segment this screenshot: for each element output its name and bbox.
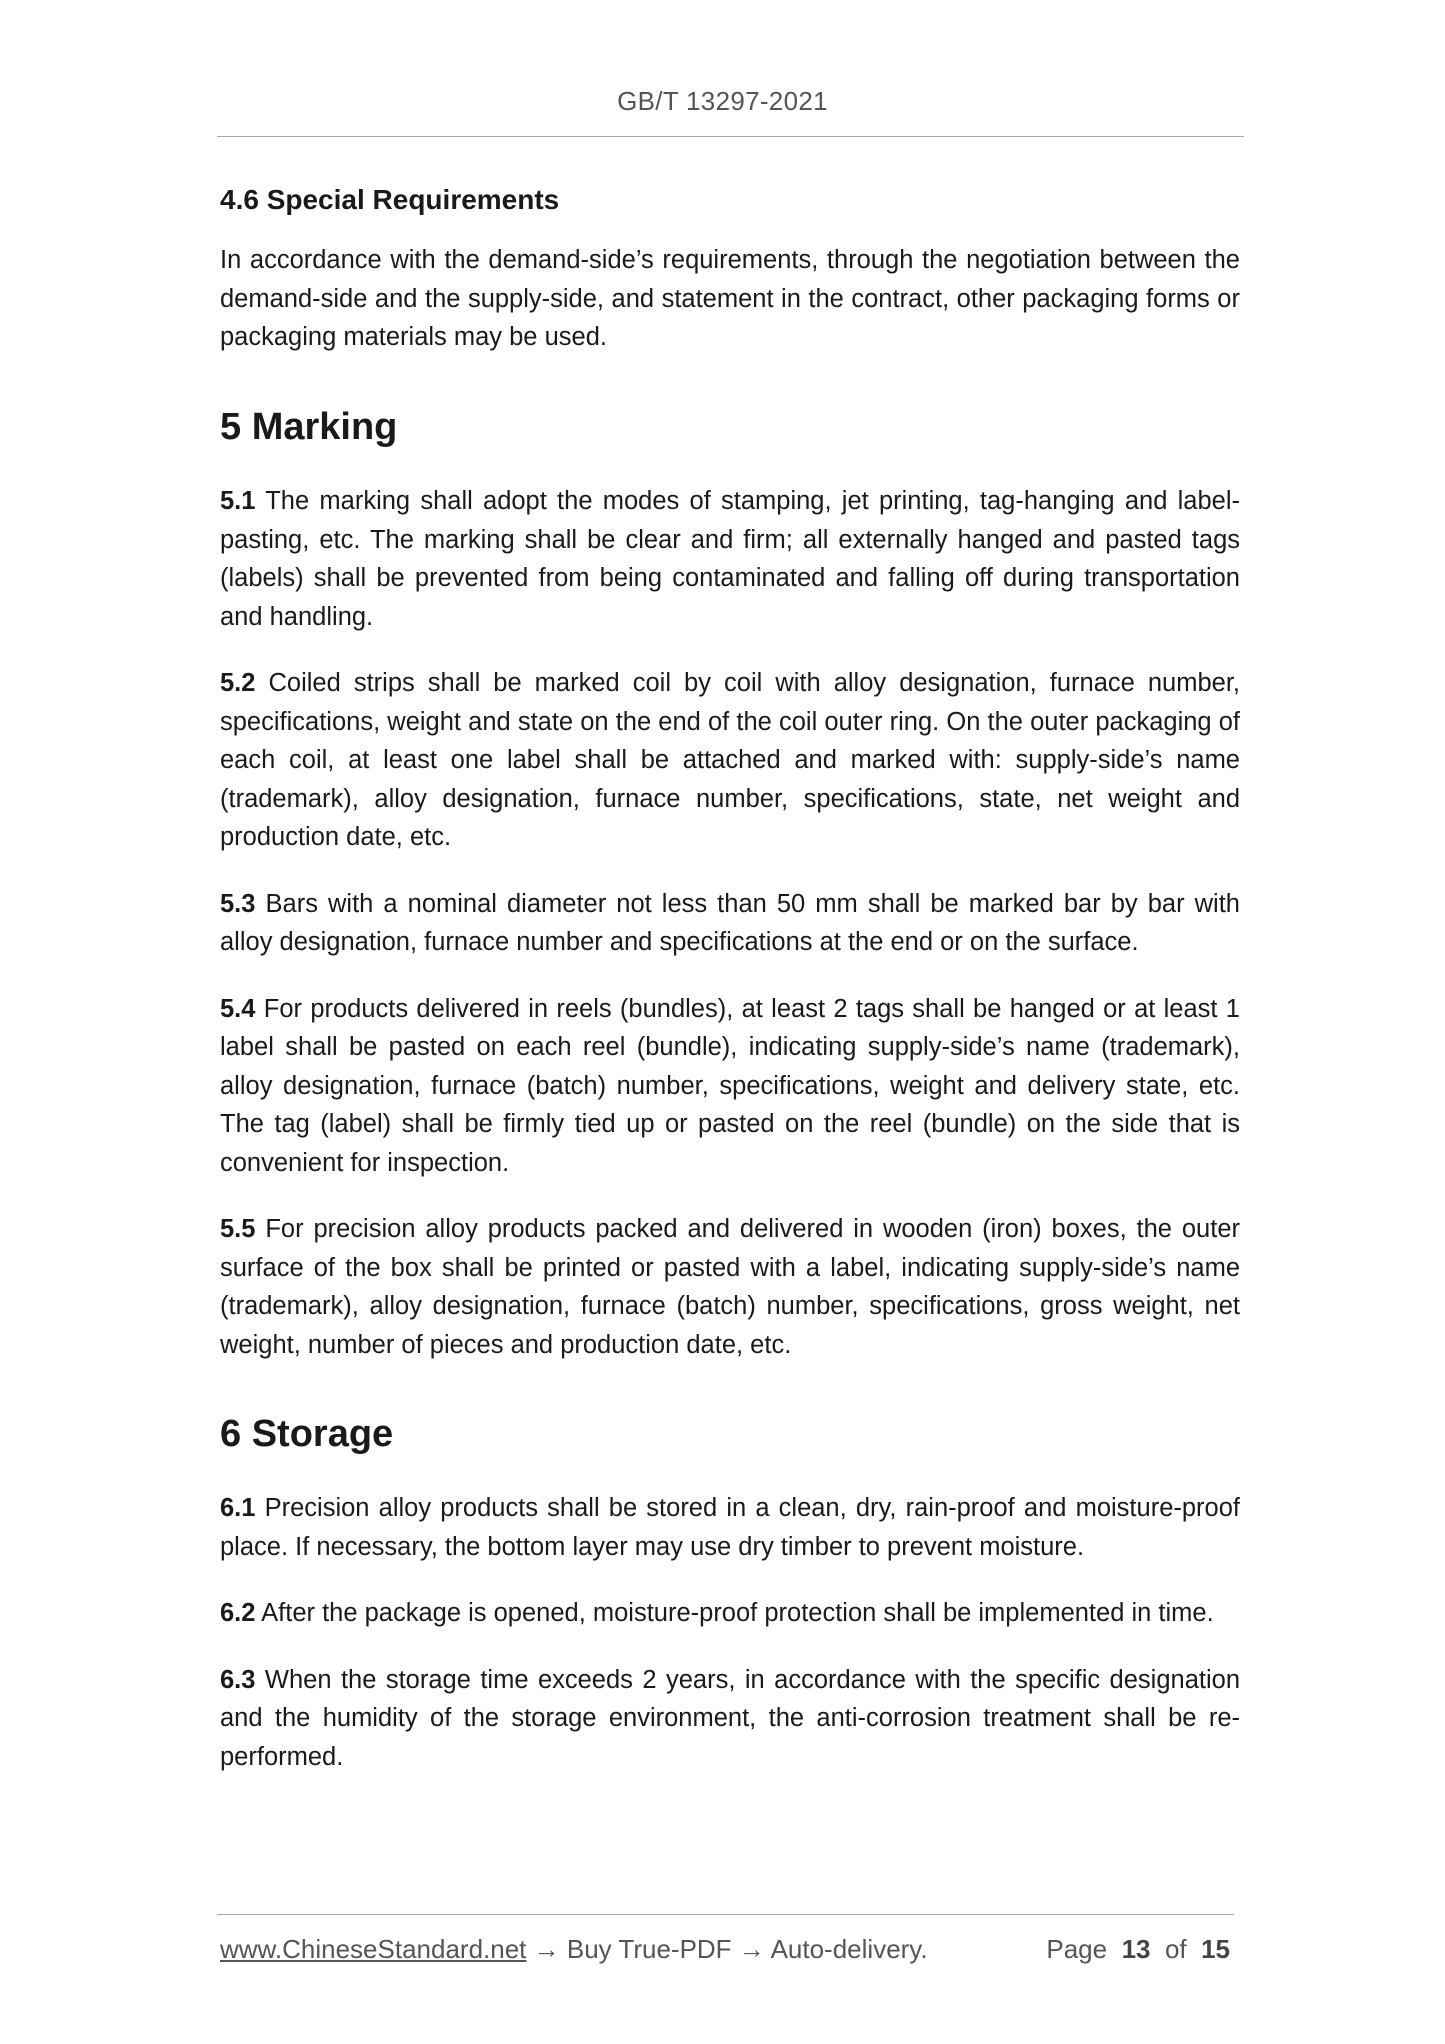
of-label: of	[1164, 1934, 1187, 1964]
chinesestandard-link[interactable]: www.ChineseStandard.net	[220, 1934, 527, 1964]
clause-number: 6.2	[220, 1599, 256, 1628]
footer-divider	[217, 1914, 1234, 1915]
clause-text: When the storage time exceeds 2 years, in accordance with the specific designation and the humidity of the storage environment, the anti-corrosion treatment shall be re-performed.	[220, 1665, 1240, 1771]
page-number	[1046, 1934, 1230, 1965]
clause-text: Bars with a nominal diameter not less than 50 mm shall be marked bar by bar with alloy designation, furnace number and specifications at the end or on the surface.	[220, 889, 1240, 957]
page-body	[220, 180, 1240, 1804]
clause-text: Precision alloy products shall be stored in a clean, dry, rain-proof and moisture-proof place. If necessary, the bottom layer may use dry timber to prevent moisture.	[220, 1494, 1240, 1561]
clause-5-2	[220, 664, 1240, 857]
clause-5-5	[220, 1210, 1240, 1364]
clause-text: For products delivered in reels (bundles), at least 2 tags shall be hanged or at least 1 label shall be pasted on each reel (bundle), indicating supply-side’s name (trademark), alloy designation, furnace (batch) number, specifications, weight and delivery state, etc. The tag (label) shall be firmly tied up or pasted on the reel (bundle) on the side that is convenient for inspection.	[220, 994, 1240, 1177]
clause-number: 5.4	[220, 994, 256, 1023]
clause-text: After the package is opened, moisture-proof protection shall be implemented in time.	[261, 1599, 1214, 1628]
clause-number: 5.2	[220, 669, 256, 698]
clause-number: 5.1	[220, 487, 256, 516]
clause-number: 5.5	[220, 1215, 256, 1244]
clause-number: 6.1	[220, 1494, 256, 1523]
clause-number: 6.3	[220, 1665, 256, 1694]
footer-tagline: → Buy True-PDF → Auto-delivery.	[526, 1934, 928, 1964]
clause-5-1	[220, 482, 1240, 636]
document-code-header: GB/T 13297-2021	[617, 86, 828, 116]
clause-text: The marking shall adopt the modes of stamping, jet printing, tag-hanging and label-pasting, etc. The marking shall be clear and firm; all externally hanged and pasted tags (labels) shall be prevented from being contaminated and falling off during transportation and handling.	[220, 487, 1240, 631]
clause-5-4	[220, 990, 1240, 1183]
header-divider	[217, 136, 1244, 137]
footer-promo	[220, 1934, 928, 1965]
clause-6-3	[220, 1661, 1240, 1777]
heading-4-6: 4.6 Special Requirements	[220, 184, 560, 215]
page-current: 13	[1121, 1934, 1151, 1964]
page-label: Page	[1046, 1934, 1108, 1964]
heading-6-storage: 6 Storage	[220, 1413, 394, 1456]
clause-6-1	[220, 1489, 1240, 1566]
clause-text: Coiled strips shall be marked coil by coil with alloy designation, furnace number, specifications, weight and state on the end of the coil outer ring. On the outer packaging of each coil, at least one label shall be attached and marked with: supply-side’s name (trademark), alloy designation, furnace number, specifications, state, net weight and production date, etc.	[220, 669, 1240, 852]
clause-6-2	[220, 1594, 1240, 1633]
clause-5-3	[220, 885, 1240, 962]
clause-text: For precision alloy products packed and delivered in wooden (iron) boxes, the outer surface of the box shall be printed or pasted with a label, indicating supply-side’s name (trademark), alloy designation, furnace (batch) number, specifications, gross weight, net weight, number of pieces and production date, etc.	[220, 1215, 1240, 1359]
heading-5-marking: 5 Marking	[220, 405, 398, 448]
clause-number: 5.3	[220, 889, 256, 918]
paragraph-4-6: In accordance with the demand-side’s requirements, through the negotiation between the demand-side and the supply-side, and statement in the contract, other packaging forms or packaging materials may be used.	[220, 246, 1240, 352]
page-total: 15	[1201, 1934, 1230, 1964]
